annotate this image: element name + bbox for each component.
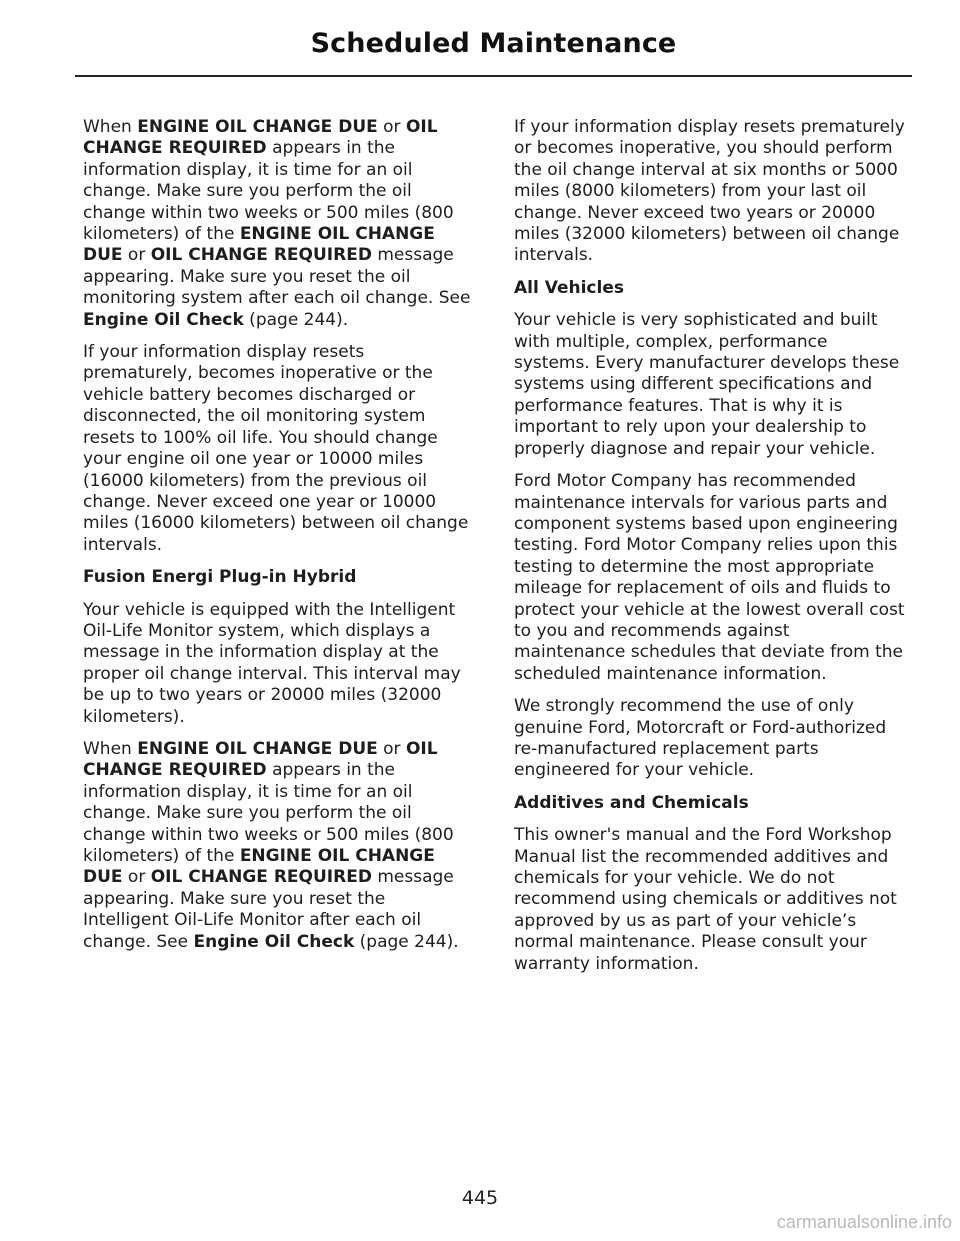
all-vehicles-heading: All Vehicles (514, 277, 624, 298)
fusion-energi-heading: Fusion Energi Plug-in Hybrid (83, 567, 357, 588)
text: appears in the information display, it is time for an oil change. Make sure you perform the oil change within two weeks or 500 miles (800 kilometers) of the (83, 138, 454, 245)
message-engine-oil-change-due: ENGINE OIL CHANGE DUE (137, 738, 378, 759)
left-column (83, 117, 475, 964)
page-header (75, 28, 912, 59)
hybrid-oil-change-due-paragraph (83, 739, 475, 953)
display-reset-paragraph: If your information display resets prematurely, becomes inoperative or the vehicle battery becomes discharged or disconnected, the oil monitoring system resets to 100% oil life. You should change your engine oil one year or 10000 miles (16000 kilometers) from the previous oil change. Never exceed one year or 10000 miles (16000 kilometers) between oil change intervals. (83, 342, 469, 555)
text: appears in the information display, it is time for an oil change. Make sure you perform the oil change within two weeks or 500 miles (800 kilometers) of the (83, 760, 454, 866)
oil-change-due-paragraph (83, 117, 475, 331)
page-title: Scheduled Maintenance (310, 28, 677, 59)
text: or (377, 117, 406, 137)
text: message appearing. Make sure you reset the oil monitoring system after each oil change. See (83, 245, 471, 309)
text: or (377, 738, 406, 759)
genuine-parts-paragraph: We strongly recommend the use of only genuine Ford, Motorcraft or Ford-authorized re-manufactured replacement parts engineered for your vehicle. (514, 696, 887, 781)
message-engine-oil-change-due: ENGINE OIL CHANGE DUE (83, 224, 435, 266)
text: or (122, 867, 151, 888)
additives-paragraph: This owner's manual and the Ford Workshop Manual list the recommended additives and chemicals for your vehicle. We do not recommend using chemicals or additives not approved by us as part of your vehicle’s normal maintenance. Please consult your warranty information. (514, 825, 897, 974)
header-divider (75, 75, 912, 77)
message-oil-change-required: OIL CHANGE REQUIRED (83, 738, 438, 781)
recommended-intervals-paragraph: Ford Motor Company has recommended maintenance intervals for various parts and component systems based upon engineering testing. Ford Motor Company relies upon this testing to determine the most appropriate mileage for replacement of oils and fluids to protect your vehicle at the lowest overall cost to you and recommends against maintenance schedules that deviate from the scheduled maintenance information. (514, 471, 905, 684)
text: message appearing. Make sure you reset the Intelligent Oil-Life Monitor after each oil change. See (83, 867, 454, 952)
watermark: carmanualsonline.info (776, 1212, 952, 1232)
additives-chemicals-heading: Additives and Chemicals (514, 792, 749, 813)
engine-oil-check-reference[interactable]: Engine Oil Check (83, 309, 244, 330)
right-column (514, 117, 906, 986)
engine-oil-check-reference[interactable]: Engine Oil Check (193, 931, 355, 952)
message-oil-change-required: OIL CHANGE REQUIRED (150, 245, 372, 266)
inoperative-display-paragraph: If your information display resets prematurely or becomes inoperative, you should perform the oil change interval at six months or 5000 miles (8000 kilometers) from your last oil change. Never exceed two years or 20000 miles (32000 kilometers) between oil change intervals. (514, 117, 905, 266)
page-number: 445 (461, 1187, 499, 1209)
text: or (122, 245, 151, 266)
text: When (83, 738, 138, 759)
message-oil-change-required: OIL CHANGE REQUIRED (83, 117, 438, 159)
sophisticated-vehicle-paragraph: Your vehicle is very sophisticated and built with multiple, complex, performance systems. Every manufacturer develops these systems using different specifications and performance features. That is why it is important to rely upon your dealership to properly diagnose and repair your vehicle. (514, 310, 900, 459)
oil-life-monitor-paragraph: Your vehicle is equipped with the Intelligent Oil-Life Monitor system, which displays a message in the information display at the proper oil change interval. This interval may be up to two years or 20000 miles (32000 kilometers). (83, 599, 461, 727)
page-reference: (page 244). (243, 309, 349, 330)
text: When (83, 117, 138, 137)
message-engine-oil-change-due: ENGINE OIL CHANGE DUE (137, 117, 378, 137)
message-oil-change-required: OIL CHANGE REQUIRED (150, 867, 372, 888)
message-engine-oil-change-due: ENGINE OIL CHANGE DUE (83, 846, 435, 888)
page-reference: (page 244). (354, 931, 459, 952)
